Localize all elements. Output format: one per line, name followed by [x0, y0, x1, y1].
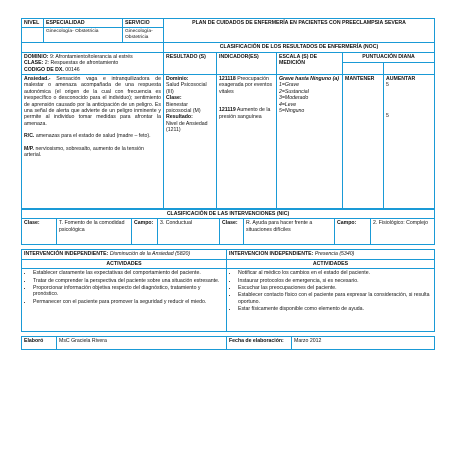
especialidad-label: ESPECIALIDAD [44, 19, 123, 28]
indicador-header: INDICADOR(ES) [217, 52, 277, 74]
resultado-value: Nivel de Ansiedad (1211) [166, 120, 208, 134]
nic-title: CLASIFICACIÓN DE LAS INTERVENCIONES (NIC) [22, 210, 435, 219]
activities-header-2: ACTIVIDADES [227, 259, 435, 268]
aumentar-value: 5 [386, 82, 389, 89]
indicador-item: 121119 Aumento de la presión sanguínea [219, 107, 271, 120]
activity-item: • Notificar al médico los cambios en el estado del paciente. [238, 270, 432, 276]
escala-item: 3=Moderado [279, 95, 309, 102]
care-plan-document [21, 18, 434, 350]
servicio-label: SERVICIO [123, 19, 164, 28]
escala-cell [277, 75, 343, 209]
nic-campo-2: 2. Fisiológico: Complejo [371, 219, 435, 245]
activity-item: • Escuchar las preocupaciones del paciente. [238, 285, 432, 291]
nic-clase-2: R. Ayuda para hacer frente a situaciones difíciles [244, 219, 335, 245]
puntuacion-spacer-1 [343, 63, 384, 75]
diagnosis-cell: Ansiedad.- Sensación vaga e intranquilizadora de malestar o amenaza acompañada de una respuesta autonómica (el origen de la cual con frecuencia es inespecífico o desconocido para el individuo); sentimiento de aprensión causado por la anticipación de un peligro. Es una señal de alerta que advierte de un peligro inminente y permite al individuo tomar medidas para afrontar la amenaza. R/C. amenazas para el estado de salud (madre – feto). M/P. nerviosismo, sobresalto, aumento de la tensión arterial. [22, 75, 164, 209]
activities-list-1 [22, 269, 227, 332]
activity-item: • Permanecer con el paciente para promover la seguridad y reducir el miedo. [33, 299, 224, 305]
resultado-header: RESULTADO (S) [164, 52, 217, 74]
activity-item: • Estar físicamente disponible como elemento de ayuda. [238, 306, 432, 312]
nivel-value [22, 28, 44, 43]
document-title: PLAN DE CUIDADOS DE ENFERMERÍA EN PACIENTES CON PREECLAMPSIA SEVERA [164, 19, 435, 43]
nivel-label: NIVEL [22, 19, 44, 28]
empty-header-cell [22, 43, 164, 52]
activities-list-2 [227, 269, 435, 332]
intervention-1-title: INTERVENCIÓN INDEPENDIENTE: Disminución de la Ansiedad (5820) [22, 250, 227, 259]
aumentar-cell: AUMENTAR 5 5 [384, 75, 435, 209]
rc-text: amenazas para el estado de salud (madre – feto). [35, 133, 151, 140]
elaboro-label: Elaboró [22, 337, 57, 350]
resultado-dominio: Salud Psicosocial (III) [166, 82, 207, 95]
mp-text: nerviosismo, sobresalto, aumento de la tensión arterial. [24, 145, 144, 159]
nic-clase-1: T. Fomento de la comodidad psicológica [57, 219, 132, 245]
indicadores-cell [217, 75, 277, 209]
aumentar-value: 5 [386, 112, 389, 119]
fecha-value: Marzo 2012 [292, 337, 435, 350]
dominio-value: 9: Afrontamiento/tolerancia al estrés [49, 53, 133, 60]
intervention-1-name: Disminución de la Ansiedad (5820) [109, 251, 191, 258]
puntuacion-header: PUNTUACIÓN DIANA [343, 52, 435, 62]
escala-item: 4=Leve [279, 101, 297, 108]
intervention-2-title: INTERVENCION INDEPENDIENTE: Presencia (5340) [227, 250, 435, 259]
nic-campo-label: Campo: [132, 219, 158, 245]
escala-item: 5=Ninguno [279, 108, 305, 115]
activity-item: • Tratar de comprender la perspectiva del paciente sobre una situación estresante. [33, 278, 224, 284]
escala-item: 1=Grave [279, 82, 300, 89]
domain-info: DOMINIO: 9: Afrontamiento/tolerancia al estrés CLASE: 2: Respuestas de afrontamiento CODIGO DE DX. 00146 [22, 52, 164, 74]
fecha-label: Fecha de elaboración: [227, 337, 292, 350]
noc-title: CLASIFICACIÓN DE LOS RESULTADOS DE ENFERMERÍA (NOC) [164, 43, 435, 52]
escala-item: 2=Sustancial [279, 88, 309, 95]
nic-table [21, 209, 435, 245]
especialidad-value: Ginecología- Obstetricia [44, 28, 123, 43]
activities-header-1: ACTIVIDADES [22, 259, 227, 268]
noc-table [21, 18, 435, 209]
activity-item: • Proporcionar información objetiva respecto del diagnóstico, tratamiento y pronóstico. [33, 285, 224, 298]
diagnosis-definition: Sensación vaga e intranquilizadora de malestar o amenaza acompañada de una respuesta autonómica (el origen de la cual con frecuencia es inespecífico o desconocido para el individuo); sentimiento de aprensión causado por la anticipación de un peligro. Es una señal de alerta que advierte de un peligro inminente y permite al individuo tomar medidas para afrontar la amenaza. [24, 76, 161, 127]
elaboro-value: MsC Graciela Rivera [57, 337, 227, 350]
mantener-cell: MANTENER [343, 75, 384, 209]
footer-table [21, 336, 435, 350]
escala-header: ESCALA (S) DE MEDICIÓN [277, 52, 343, 74]
puntuacion-spacer-2 [384, 63, 435, 75]
escala-title: Grave hasta Ninguno (a) [279, 76, 339, 83]
nic-clase-label: Clase: [220, 219, 244, 245]
indicador-item: 121118 Preocupación exagerada por eventos vitales [219, 76, 273, 95]
activity-item: • Establecer claramente las expectativas del comportamiento del paciente. [33, 270, 224, 276]
nic-campo-label: Campo: [335, 219, 371, 245]
nic-clase-label: Clase: [22, 219, 57, 245]
activity-item: • Establecer contacto físico con el paciente para expresar la consideración, si resulta oportuno. [238, 292, 432, 305]
intervention-2-name: Presencia (5340) [314, 251, 355, 258]
servicio-value: Ginecología-Obstetricia [123, 28, 164, 43]
nic-campo-1: 3. Conductual [158, 219, 220, 245]
interventions-table [21, 249, 435, 332]
resultado-cell: Dominio: Salud Psicosocial (III) Clase: Bienestar psicosocial (M) Resultado: Nivel de Ansiedad (1211) [164, 75, 217, 209]
clase-value: 2: Respuestas de afrontamiento [44, 60, 119, 67]
resultado-clase: Bienestar psicosocial (M) [166, 101, 201, 115]
activity-item: • Instaurar protocolos de emergencia, si es necesario. [238, 278, 432, 284]
codigo-value: 00146 [65, 66, 80, 73]
